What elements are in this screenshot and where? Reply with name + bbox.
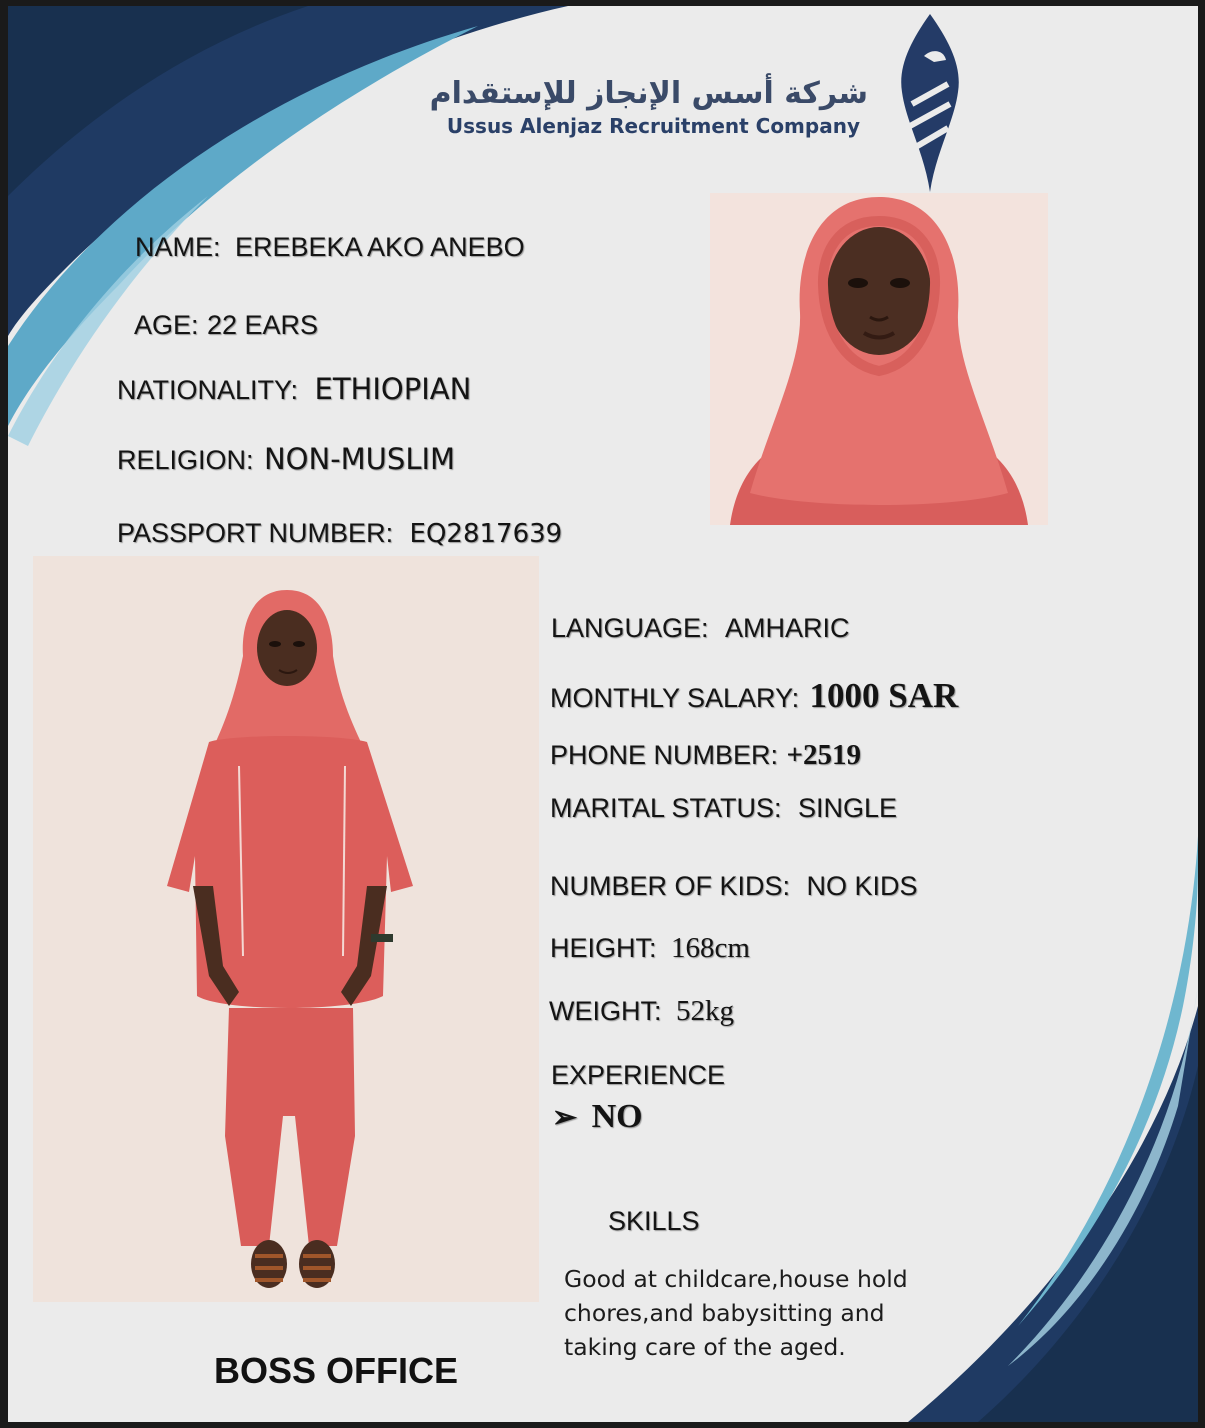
salary-row xyxy=(550,676,958,716)
age-value: 22 EARS xyxy=(206,310,319,340)
cv-sheet xyxy=(8,6,1198,1422)
weight-label: WEIGHT: xyxy=(549,996,662,1026)
height-label: HEIGHT: xyxy=(550,933,657,963)
marital-value: SINGLE xyxy=(797,793,898,823)
full-body-photo xyxy=(33,556,539,1302)
office-label: BOSS OFFICE xyxy=(214,1350,459,1391)
religion-row xyxy=(117,442,455,476)
nationality-row xyxy=(117,372,471,406)
passport-value: EQ2817639 xyxy=(409,519,563,549)
company-name-arabic: شركة أسس الإنجاز للإستقدام xyxy=(429,76,868,111)
skills-description: Good at childcare,house hold chores,and babysitting and taking care of the aged. xyxy=(564,1265,908,1361)
skills-label: SKILLS xyxy=(608,1206,700,1236)
passport-row xyxy=(117,518,562,549)
phone-label: PHONE NUMBER: xyxy=(550,740,779,770)
kids-row xyxy=(550,871,918,902)
phone-value: +2519 xyxy=(786,739,862,771)
weight-row xyxy=(549,995,734,1028)
phone-row xyxy=(550,739,861,772)
passport-label: PASSPORT NUMBER: xyxy=(117,518,394,548)
name-row xyxy=(135,232,525,263)
height-row xyxy=(550,932,750,965)
language-value: AMHARIC xyxy=(725,613,850,643)
marital-label: MARITAL STATUS: xyxy=(550,793,782,823)
marital-row xyxy=(550,793,897,824)
age-label: AGE: xyxy=(134,310,199,340)
religion-label: RELIGION: xyxy=(117,445,254,475)
kids-label: NUMBER OF KIDS: xyxy=(550,871,791,901)
company-name-english: Ussus Alenjaz Recruitment Company xyxy=(446,114,860,138)
height-value: 168cm xyxy=(670,932,750,964)
experience-label: EXPERIENCE xyxy=(551,1060,726,1090)
experience-row xyxy=(552,1098,643,1136)
language-row xyxy=(551,613,850,644)
company-logo-icon xyxy=(890,12,970,194)
portrait-photo xyxy=(710,193,1048,525)
experience-heading xyxy=(551,1060,725,1091)
nationality-value: ETHIOPIAN xyxy=(314,372,472,406)
name-value: EREBEKA AKO ANEBO xyxy=(234,232,525,262)
experience-value: NO xyxy=(591,1098,643,1135)
name-label: NAME: xyxy=(135,232,221,262)
skills-heading xyxy=(608,1206,700,1237)
experience-bullet-icon: ➢ xyxy=(552,1101,578,1134)
salary-value: 1000 SAR xyxy=(809,676,959,715)
religion-value: NON-MUSLIM xyxy=(263,442,456,476)
kids-value: NO KIDS xyxy=(806,871,918,901)
salary-label: MONTHLY SALARY: xyxy=(550,683,800,713)
language-label: LANGUAGE: xyxy=(551,613,709,643)
age-row xyxy=(134,310,318,341)
weight-value: 52kg xyxy=(675,995,734,1027)
nationality-label: NATIONALITY: xyxy=(117,375,299,405)
